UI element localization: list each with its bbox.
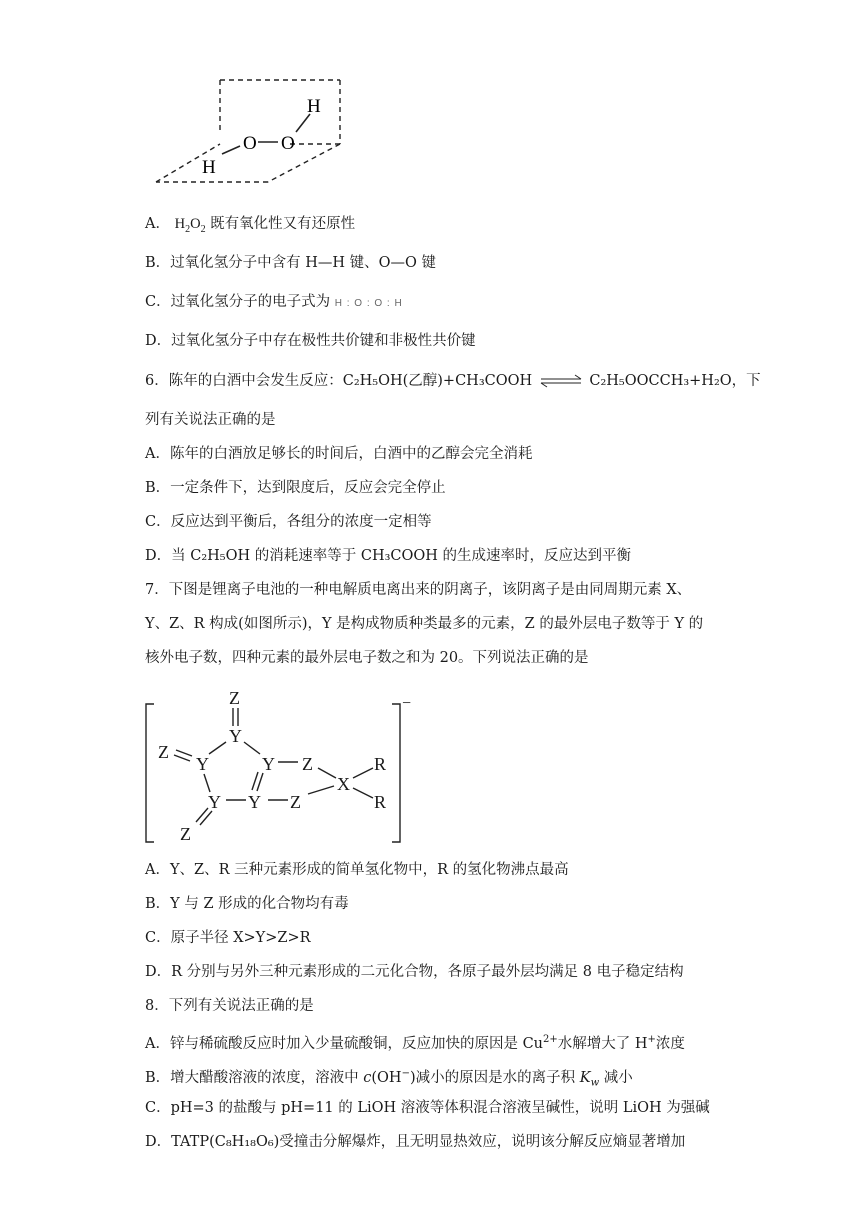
anion-structure-figure <box>140 684 430 846</box>
atom-o-right: O <box>281 133 295 154</box>
q5-option-a: A． $H_2O_2$ 既有氧化性又有还原性 <box>145 216 356 235</box>
h2o2-structure-figure <box>150 72 350 190</box>
q7-option-b: B．Y 与 Z 形成的化合物均有毒 <box>145 896 349 912</box>
q8-option-b: B．增大醋酸溶液的浓度，溶液中 c(OH−)减小的原因是水的离子积 $K_w$ 减小 <box>145 1068 633 1089</box>
h2o2-electron-formula: H : O : O : H <box>334 298 403 309</box>
q5-option-c: C．过氧化氢分子的电子式为 H : O : O : H <box>145 294 403 310</box>
equilibrium-arrow-icon <box>539 374 583 388</box>
q5-option-b: B．过氧化氢分子中含有 H—H 键、O—O 键 <box>145 255 437 271</box>
q7-option-d: D．R 分别与另外三种元素形成的二元化合物，各原子最外层均满足 8 电子稳定结构 <box>145 964 684 980</box>
q7-stem-line1: 7．下图是锂离子电池的一种电解质电离出来的阴离子，该阴离子是由同周期元素 X、 <box>145 582 692 598</box>
atom-z-top: Z <box>229 688 240 708</box>
q5-option-d: D．过氧化氢分子中存在极性共价键和非极性共价键 <box>145 333 476 349</box>
q6-option-d: D．当 C₂H₅OH 的消耗速率等于 CH₃COOH 的生成速率时，反应达到平衡 <box>145 548 632 564</box>
q6-stem: 6．陈年的白酒中会发生反应：C₂H₅OH(乙醇)+CH₃COOH C₂H₅OOCCH₃+H₂O，下 <box>145 373 761 389</box>
atom-h-top: H <box>307 96 321 117</box>
q8-option-d: D．TATP(C₈H₁₈O₆)受撞击分解爆炸，且无明显热效应，说明该分解反应熵显著增加 <box>145 1134 686 1150</box>
q6-option-a: A．陈年的白酒放足够长的时间后，白酒中的乙醇会完全消耗 <box>145 446 533 462</box>
atom-y-bottom-left: Y <box>208 792 221 812</box>
atom-y-right: Y <box>262 754 275 774</box>
atom-y-top: Y <box>229 726 242 746</box>
atom-z-mid-upper: Z <box>302 754 313 774</box>
q6-stem-line2: 列有关说法正确的是 <box>145 412 276 428</box>
q6-option-b: B．一定条件下，达到限度后，反应会完全停止 <box>145 480 446 496</box>
charge-minus: − <box>402 695 412 712</box>
q8-option-a: A．锌与稀硫酸反应时加入少量硫酸铜，反应加快的原因是 $Cu^{2+}$水解增大了 H+浓度 <box>145 1034 685 1052</box>
q7-stem-line3: 核外电子数，四种元素的最外层电子数之和为 20。下列说法正确的是 <box>145 650 589 666</box>
atom-y-bottom-right: Y <box>248 792 261 812</box>
atom-z-left: Z <box>158 742 169 762</box>
atom-r-lower: R <box>374 792 387 812</box>
atom-o-left: O <box>243 133 257 154</box>
atom-x: X <box>337 774 350 794</box>
atom-r-upper: R <box>374 754 387 774</box>
q8-option-c: C．pH=3 的盐酸与 pH=11 的 LiOH 溶液等体积混合溶液呈碱性，说明 LiOH 为强碱 <box>145 1100 710 1116</box>
atom-z-bottom: Z <box>180 824 191 844</box>
atom-z-mid-lower: Z <box>290 792 301 812</box>
q7-option-c: C．原子半径 X>Y>Z>R <box>145 930 311 946</box>
q8-stem: 8．下列有关说法正确的是 <box>145 998 314 1014</box>
q6-option-c: C．反应达到平衡后，各组分的浓度一定相等 <box>145 514 432 530</box>
atom-h-left: H <box>202 157 216 178</box>
q7-stem-line2: Y、Z、R 构成(如图所示)，Y 是构成物质种类最多的元素，Z 的最外层电子数等于 Y 的 <box>145 616 704 632</box>
atom-y-left: Y <box>196 754 209 774</box>
q7-option-a: A．Y、Z、R 三种元素形成的简单氢化物中，R 的氢化物沸点最高 <box>145 862 569 878</box>
